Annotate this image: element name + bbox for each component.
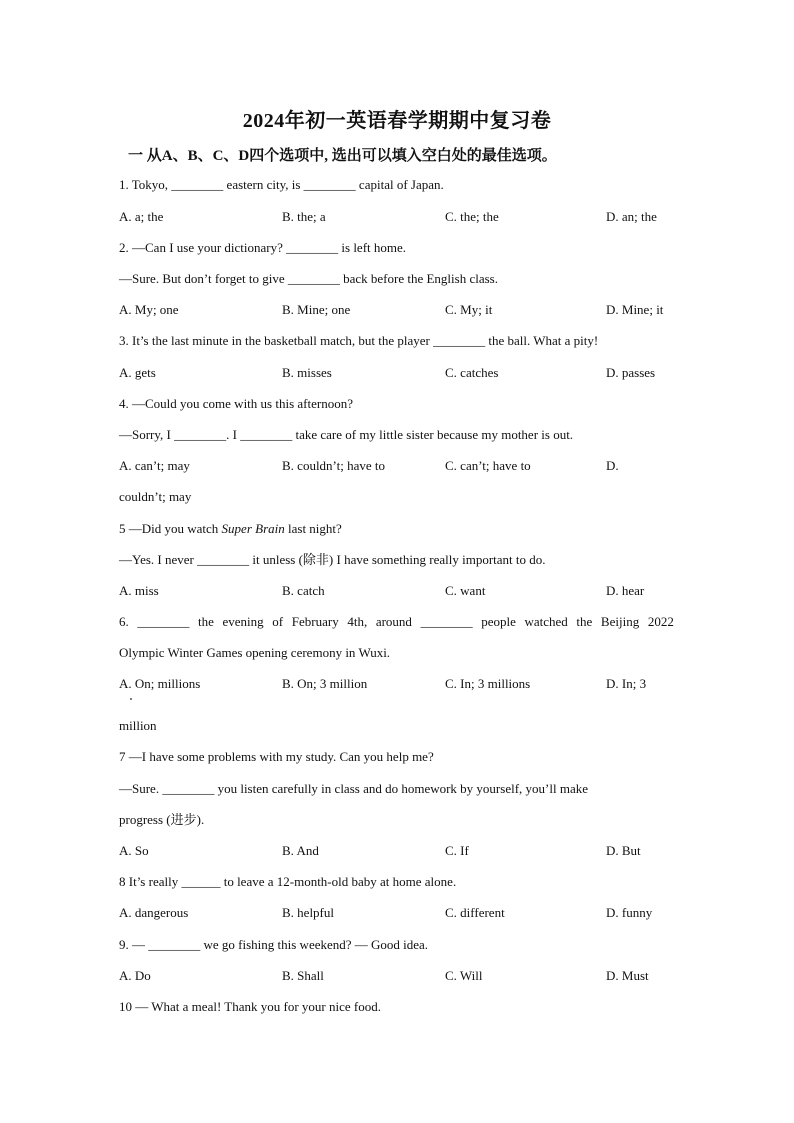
q9-option-b: B. Shall — [282, 968, 324, 983]
question-4-stem-1: 4. —Could you come with us this afternoon? — [119, 396, 353, 411]
q6-word: the — [198, 614, 214, 629]
q4-option-c: C. can’t; have to — [445, 458, 531, 473]
q5-option-b: B. catch — [282, 583, 325, 598]
question-8-stem: 8 It’s really ______ to leave a 12-month-old baby at home alone. — [119, 874, 457, 889]
q5-option-d: D. hear — [606, 583, 645, 598]
q2-option-b: B. Mine; one — [282, 302, 351, 317]
q1-option-c: C. the; the — [445, 209, 499, 224]
q3-option-c: C. catches — [445, 365, 499, 380]
q8-option-c: C. different — [445, 905, 505, 920]
question-6-stem-1 — [119, 614, 674, 630]
q6-option-b: B. On; 3 million — [282, 676, 368, 691]
q6-word: Beijing — [600, 614, 640, 629]
q5-option-c: C. want — [445, 583, 486, 598]
q1-option-d: D. an; the — [606, 209, 657, 224]
q7-option-c: C. If — [445, 843, 469, 858]
page-title: 2024年初一英语春学期期中复习卷 — [242, 110, 552, 132]
q8-option-d: D. funny — [606, 905, 653, 920]
q9-option-a: A. Do — [119, 968, 151, 983]
q3-option-b: B. misses — [282, 365, 332, 380]
q4-option-d: D. — [606, 458, 619, 473]
question-5-stem-2: —Yes. I never ________ it unless (除非) I have something really important to do. — [119, 552, 546, 567]
q3-option-d: D. passes — [606, 365, 656, 380]
q6-word: evening — [222, 614, 264, 629]
question-1-stem: 1. Tokyo, ________ eastern city, is ________ capital of Japan. — [119, 177, 444, 192]
q2-option-d: D. Mine; it — [606, 302, 664, 317]
q4-option-a: A. can’t; may — [119, 458, 190, 473]
q6-option-c: C. In; 3 millions — [445, 676, 531, 691]
question-10-stem: 10 — What a meal! Thank you for your nice food. — [119, 999, 381, 1014]
q4-option-b: B. couldn’t; have to — [282, 458, 386, 473]
q2-option-a: A. My; one — [119, 302, 179, 317]
question-9-stem: 9. — ________ we go fishing this weekend? — Good idea. — [119, 937, 429, 952]
q5-option-a: A. miss — [119, 583, 159, 598]
q7-option-a: A. So — [119, 843, 149, 858]
question-6-stem-2: Olympic Winter Games opening ceremony in Wuxi. — [119, 645, 391, 660]
question-2-stem-1: 2. —Can I use your dictionary? ________ is left home. — [119, 240, 407, 255]
q6-word: 2022 — [647, 614, 674, 629]
q5-stem-prefix: 5 —Did you watch — [119, 521, 222, 536]
q6-word: February — [291, 614, 339, 629]
q6-word: people — [481, 614, 516, 629]
question-7-stem-3: progress (进步). — [119, 812, 205, 827]
question-3-stem: 3. It’s the last minute in the basketball match, but the player ________ the ball. What a pity! — [119, 333, 599, 348]
q5-show-title: Super Brain — [221, 521, 285, 536]
q6-word: ________ — [137, 614, 190, 629]
question-4-stem-2: —Sorry, I ________. I ________ take care of my little sister because my mother is out. — [119, 427, 574, 442]
section-heading: 一 从A、B、C、D四个选项中, 选出可以填入空白处的最佳选项。 — [128, 148, 557, 164]
q7-option-b: B. And — [282, 843, 319, 858]
q3-option-a: A. gets — [119, 365, 156, 380]
q8-option-a: A. dangerous — [119, 905, 189, 920]
q5-stem-suffix: last night? — [284, 521, 342, 536]
q8-option-b: B. helpful — [282, 905, 334, 920]
q2-option-c: C. My; it — [445, 302, 493, 317]
q6-option-a: A. On; millions — [119, 676, 201, 691]
q6-word: 6. — [119, 614, 129, 629]
q6-word: 4th, — [347, 614, 368, 629]
q1-option-a: A. a; the — [119, 209, 164, 224]
question-7-stem-1: 7 —I have some problems with my study. Can you help me? — [119, 749, 434, 764]
question-7-stem-2: —Sure. ________ you listen carefully in class and do homework by yourself, you’ll make — [119, 781, 588, 796]
question-5-stem-1 — [119, 521, 342, 537]
q7-option-d: D. But — [606, 843, 641, 858]
q4-option-d-continued: couldn’t; may — [119, 489, 192, 504]
q6-option-d-continued: million — [119, 718, 157, 733]
question-2-stem-2: —Sure. But don’t forget to give ________ back before the English class. — [119, 271, 498, 286]
q6-word: the — [576, 614, 593, 629]
q9-option-d: D. Must — [606, 968, 649, 983]
q6-word: of — [272, 614, 284, 629]
stray-dot — [130, 698, 132, 700]
q9-option-c: C. Will — [445, 968, 483, 983]
q6-word: around — [375, 614, 412, 629]
q6-option-d: D. In; 3 — [606, 676, 647, 691]
q6-word: ________ — [420, 614, 473, 629]
q6-word: watched — [524, 614, 568, 629]
q1-option-b: B. the; a — [282, 209, 326, 224]
